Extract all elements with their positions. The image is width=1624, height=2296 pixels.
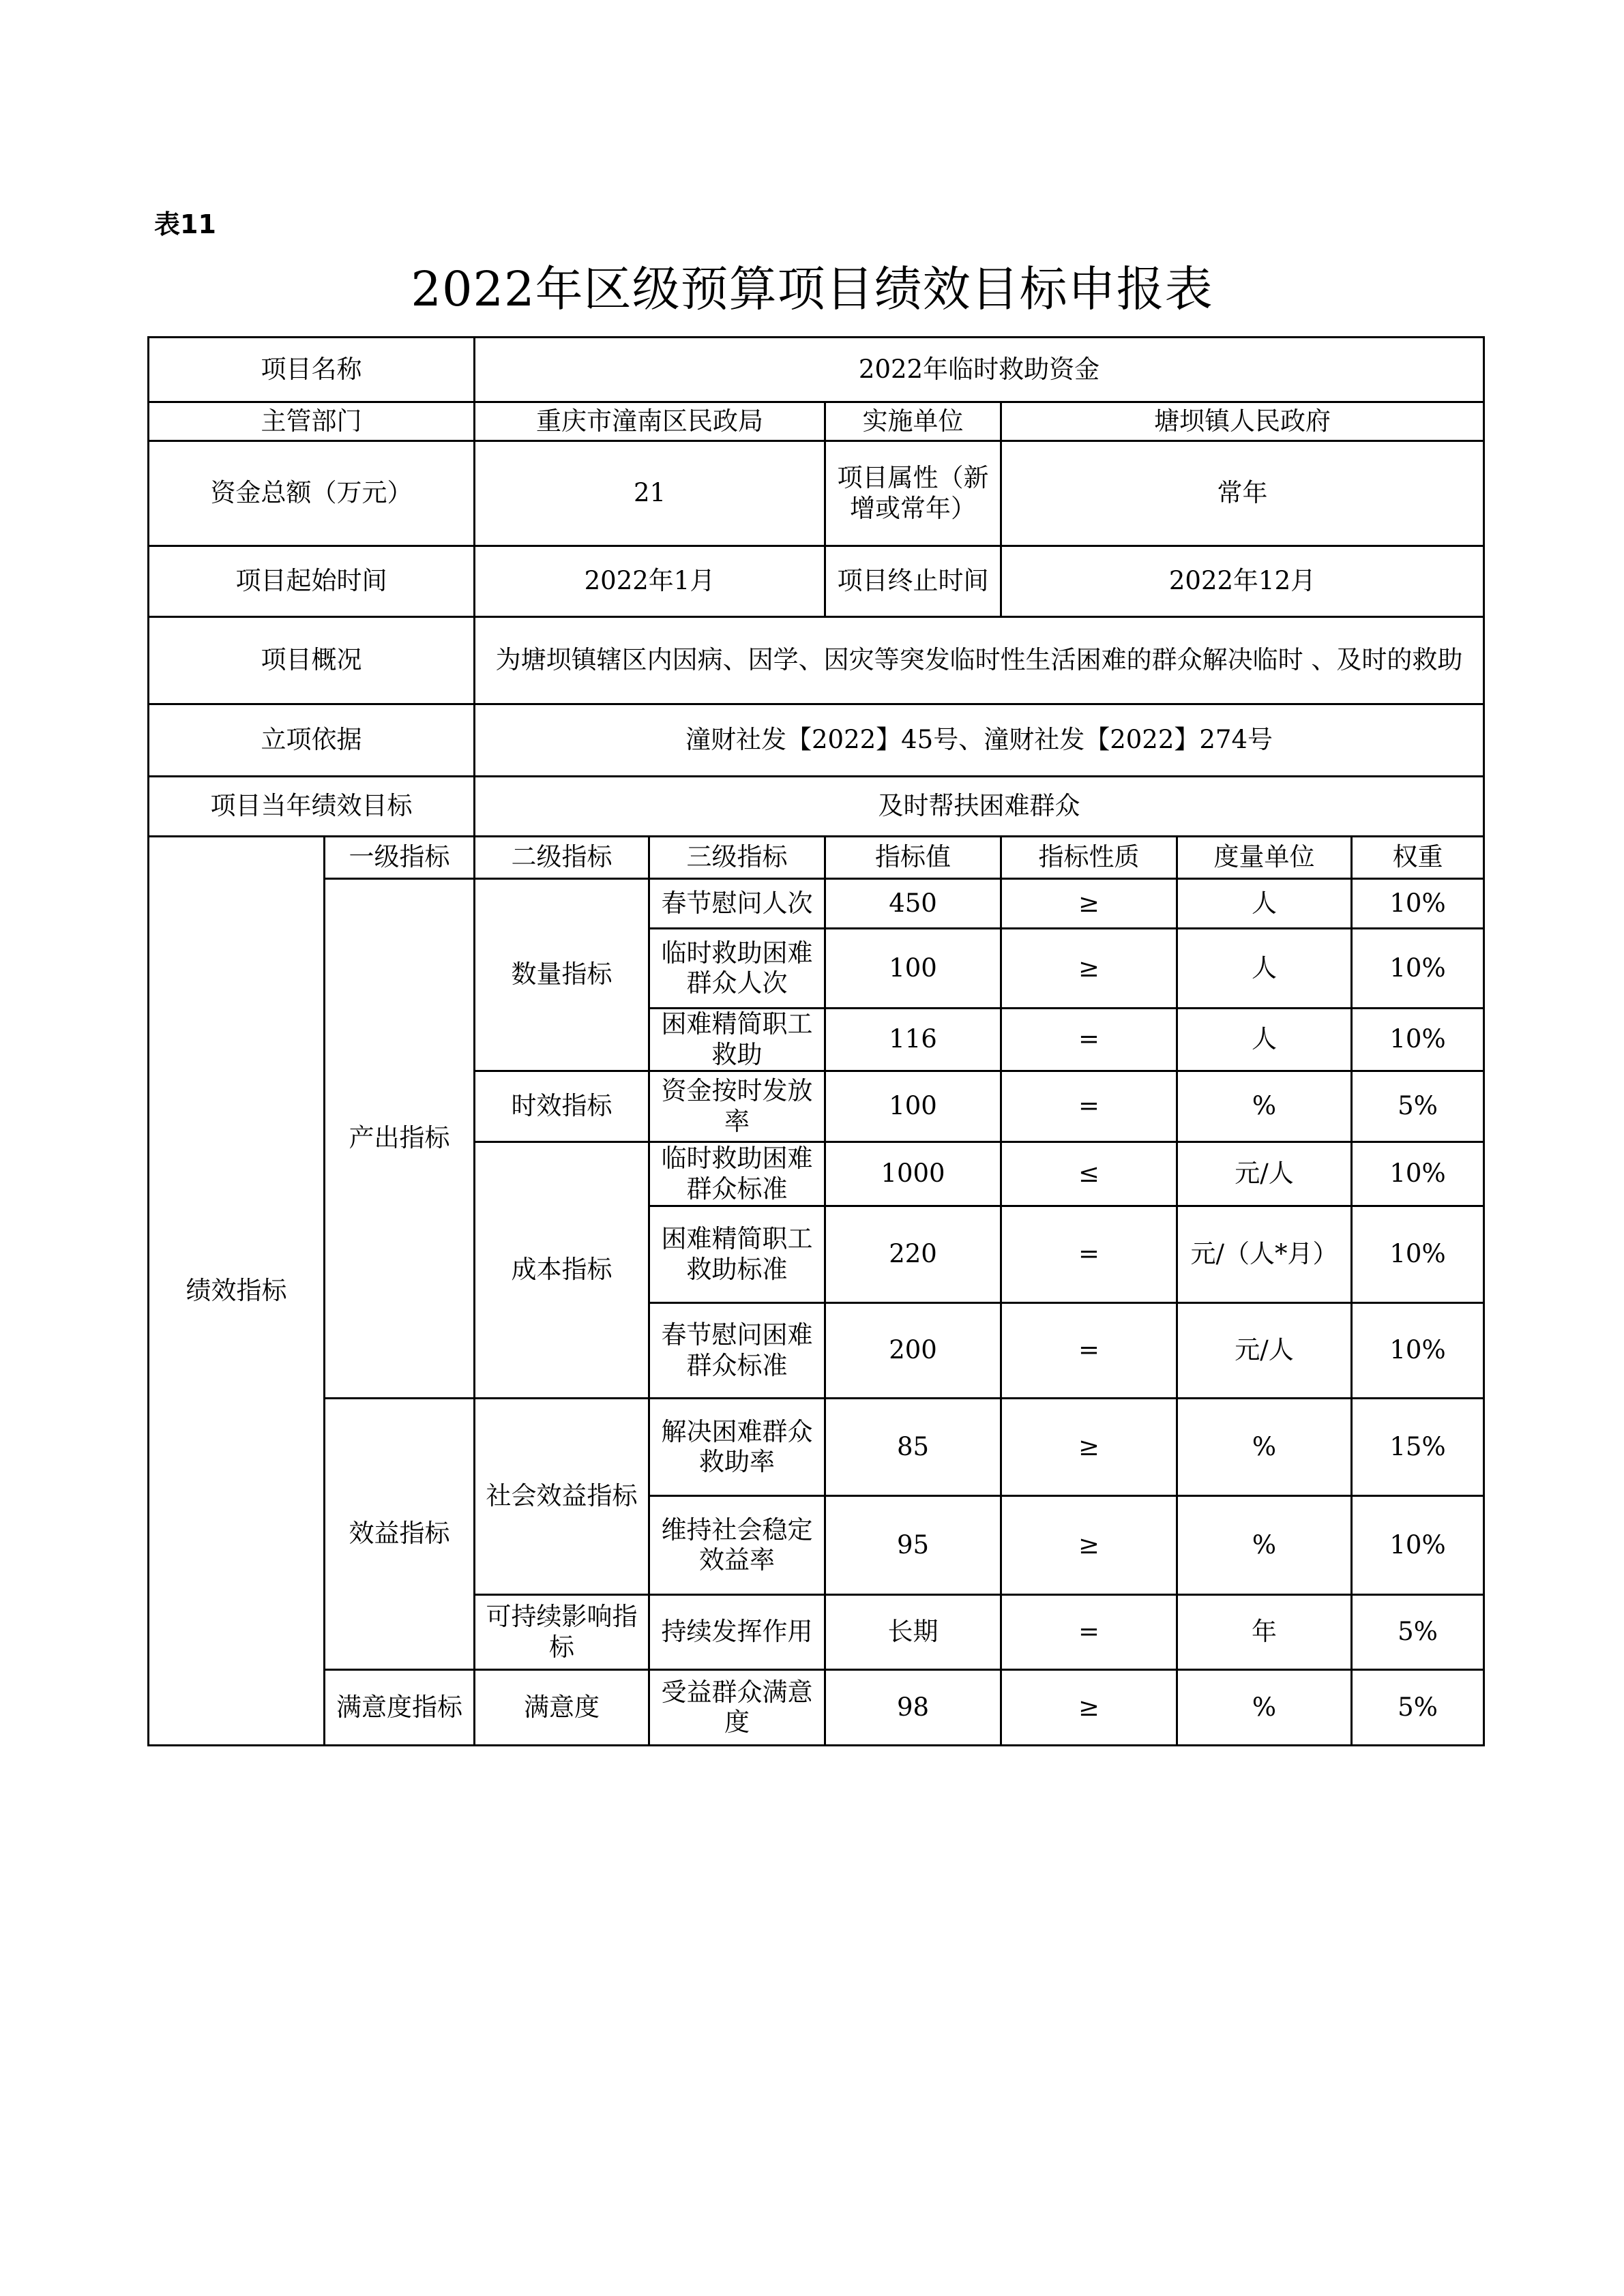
l2-cost: 成本指标 [475, 1142, 649, 1399]
l3-cell: 维持社会稳定效益率 [649, 1496, 825, 1595]
value-cell: 85 [825, 1399, 1001, 1496]
header-l3: 三级指标 [649, 837, 825, 879]
nature-cell: = [1001, 1303, 1177, 1399]
l3-cell: 春节慰问困难群众标准 [649, 1303, 825, 1399]
weight-cell: 10% [1352, 1142, 1484, 1206]
value-cell: 95 [825, 1496, 1001, 1595]
l2-timeliness: 时效指标 [475, 1071, 649, 1142]
nature-cell: ≥ [1001, 879, 1177, 929]
unit-cell: 元/人 [1177, 1142, 1352, 1206]
l3-cell: 困难精简职工救助 [649, 1009, 825, 1071]
l3-cell: 受益群众满意度 [649, 1670, 825, 1746]
start-time-value: 2022年1月 [475, 546, 825, 617]
value-cell: 长期 [825, 1595, 1001, 1670]
l3-cell: 资金按时发放率 [649, 1071, 825, 1142]
nature-cell: ≥ [1001, 1496, 1177, 1595]
weight-cell: 10% [1352, 1303, 1484, 1399]
performance-target-form [147, 336, 1485, 1746]
goal-label: 项目当年绩效目标 [149, 777, 475, 837]
nature-cell: ≥ [1001, 1399, 1177, 1496]
table-number: 表11 [154, 209, 216, 239]
l3-cell: 困难精简职工救助标准 [649, 1206, 825, 1303]
unit-cell: % [1177, 1670, 1352, 1746]
project-name-value: 2022年临时救助资金 [475, 338, 1484, 402]
impl-label: 实施单位 [825, 402, 1001, 441]
basis-label: 立项依据 [149, 704, 475, 777]
l2-quantity: 数量指标 [475, 879, 649, 1071]
attr-value: 常年 [1001, 441, 1484, 546]
nature-cell: ≥ [1001, 929, 1177, 1009]
page-title: 2022年区级预算项目绩效目标申报表 [411, 261, 1213, 317]
l3-cell: 临时救助困难群众标准 [649, 1142, 825, 1206]
header-value: 指标值 [825, 837, 1001, 879]
end-time-label: 项目终止时间 [825, 546, 1001, 617]
value-cell: 200 [825, 1303, 1001, 1399]
weight-cell: 5% [1352, 1071, 1484, 1142]
end-time-value: 2022年12月 [1001, 546, 1484, 617]
funds-value: 21 [475, 441, 825, 546]
nature-cell: = [1001, 1071, 1177, 1142]
weight-cell: 10% [1352, 929, 1484, 1009]
weight-cell: 10% [1352, 1496, 1484, 1595]
dept-value: 重庆市潼南区民政局 [475, 402, 825, 441]
table-row [149, 1670, 1484, 1746]
basis-value: 潼财社发【2022】45号、潼财社发【2022】274号 [475, 704, 1484, 777]
l3-cell: 临时救助困难群众人次 [649, 929, 825, 1009]
unit-cell: % [1177, 1071, 1352, 1142]
funds-label: 资金总额（万元） [149, 441, 475, 546]
value-cell: 116 [825, 1009, 1001, 1071]
l1-output: 产出指标 [325, 879, 475, 1399]
unit-cell: 年 [1177, 1595, 1352, 1670]
weight-cell: 5% [1352, 1670, 1484, 1746]
weight-cell: 15% [1352, 1399, 1484, 1496]
weight-cell: 10% [1352, 1009, 1484, 1071]
goal-value: 及时帮扶困难群众 [475, 777, 1484, 837]
l3-cell: 解决困难群众救助率 [649, 1399, 825, 1496]
project-name-label: 项目名称 [149, 338, 475, 402]
unit-cell: 人 [1177, 1009, 1352, 1071]
nature-cell: ≤ [1001, 1142, 1177, 1206]
weight-cell: 5% [1352, 1595, 1484, 1670]
l2-sustain: 可持续影响指标 [475, 1595, 649, 1670]
unit-cell: % [1177, 1496, 1352, 1595]
value-cell: 100 [825, 929, 1001, 1009]
table-row [149, 879, 1484, 929]
weight-cell: 10% [1352, 879, 1484, 929]
header-unit: 度量单位 [1177, 837, 1352, 879]
l2-satisfaction: 满意度 [475, 1670, 649, 1746]
weight-cell: 10% [1352, 1206, 1484, 1303]
value-cell: 98 [825, 1670, 1001, 1746]
value-cell: 450 [825, 879, 1001, 929]
header-l2: 二级指标 [475, 837, 649, 879]
unit-cell: 元/（人*月） [1177, 1206, 1352, 1303]
l1-satisfaction: 满意度指标 [325, 1670, 475, 1746]
attr-label: 项目属性（新增或常年） [825, 441, 1001, 546]
dept-label: 主管部门 [149, 402, 475, 441]
value-cell: 1000 [825, 1142, 1001, 1206]
nature-cell: ≥ [1001, 1670, 1177, 1746]
overview-value: 为塘坝镇辖区内因病、因学、因灾等突发临时性生活困难的群众解决临时 、及时的救助 [475, 617, 1484, 704]
overview-label: 项目概况 [149, 617, 475, 704]
nature-cell: = [1001, 1009, 1177, 1071]
header-nature: 指标性质 [1001, 837, 1177, 879]
nature-cell: = [1001, 1595, 1177, 1670]
l2-social: 社会效益指标 [475, 1399, 649, 1595]
start-time-label: 项目起始时间 [149, 546, 475, 617]
impl-value: 塘坝镇人民政府 [1001, 402, 1484, 441]
l1-benefit: 效益指标 [325, 1399, 475, 1670]
unit-cell: % [1177, 1399, 1352, 1496]
l3-cell: 持续发挥作用 [649, 1595, 825, 1670]
nature-cell: = [1001, 1206, 1177, 1303]
header-l1: 一级指标 [325, 837, 475, 879]
unit-cell: 元/人 [1177, 1303, 1352, 1399]
table-row [149, 1399, 1484, 1496]
unit-cell: 人 [1177, 879, 1352, 929]
unit-cell: 人 [1177, 929, 1352, 1009]
header-weight: 权重 [1352, 837, 1484, 879]
value-cell: 220 [825, 1206, 1001, 1303]
perf-label: 绩效指标 [149, 837, 325, 1746]
l3-cell: 春节慰问人次 [649, 879, 825, 929]
value-cell: 100 [825, 1071, 1001, 1142]
